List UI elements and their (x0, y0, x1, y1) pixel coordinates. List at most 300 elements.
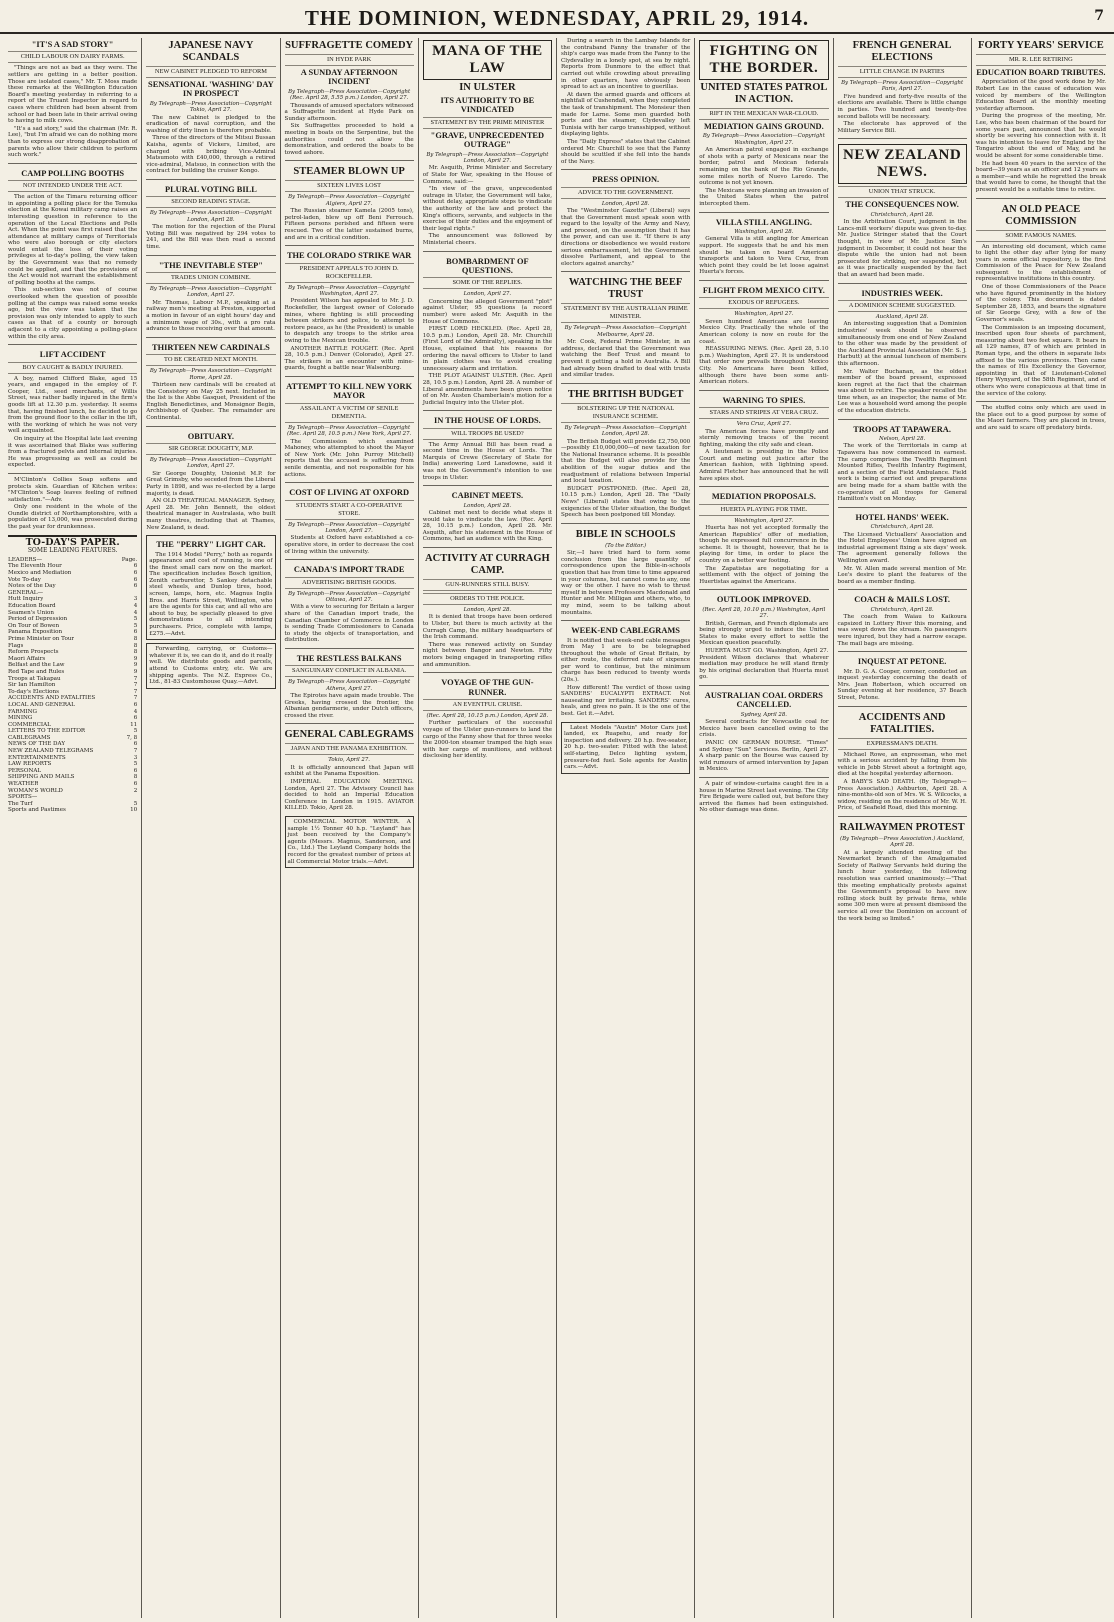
article-colorado (285, 245, 414, 372)
dateline: Tokio, April 27. (328, 757, 370, 764)
index-row (8, 788, 137, 795)
article-fighting-border (699, 40, 828, 208)
todays-paper-index (8, 535, 137, 814)
subheadline: IN HYDE PARK (285, 54, 414, 66)
index-item-page: 5 (133, 728, 138, 735)
subheadline: STARS AND STRIPES AT VERA CRUZ. (699, 407, 828, 419)
index-item-name: WEATHER (8, 781, 39, 788)
index-row (8, 610, 137, 617)
index-item-name: CABLEGRAMS (8, 734, 51, 741)
index-item-name: LOCAL AND GENERAL (8, 701, 75, 708)
index-item-name: Sports and Pastimes (8, 807, 66, 814)
paragraph: PANIC ON GERMAN BOURSE. "Times" and Sydney "Sun" Services. Berlin, April 27. A sharp panic on the Bourse was caused by wild rumours of armed intervention by Japan in Mexico. (699, 739, 829, 773)
index-row (8, 669, 137, 676)
dateline: London, April 28. (601, 200, 650, 207)
subheadline: AN EVENTFUL CRUISE. (423, 699, 552, 711)
paragraph: During the progress of the meeting, Mr. Lee, who has been chairman of the board for some years past, announced that he would shortly be severing his connection with it. It was his intention to leave for England by the Tongariro about the end of May, and he would be absent for some considerable time. (975, 113, 1106, 159)
article-villa (699, 212, 828, 276)
index-row (8, 689, 137, 696)
subheadline: CHILD LABOUR ON DAIRY FARMS. (8, 51, 137, 63)
headline: LIFT ACCIDENT (39, 350, 106, 360)
headline: IN THE HOUSE OF LORDS. (433, 416, 541, 426)
index-item-name: Maori Affairs (8, 655, 46, 662)
headline: MANA OF THE LAW (423, 40, 552, 80)
paragraph: Mr. Cook, Federal Prime Minister, in an address, declared that the Government was watching the Beef Trust and meant to prevent it getting a hold in Australia. A Bill had already been drafted to deal with trusts and similar trades. (561, 339, 691, 379)
article-spies (699, 390, 828, 483)
article-maori-farmers (976, 401, 1106, 431)
article-lift-accident (8, 344, 137, 469)
article-balkans (285, 648, 414, 720)
paragraph: There was renewed activity on Sunday night between Bangor and Newton. Fifty motors being engaged in transporting rifles and ammunition. (422, 641, 552, 668)
subheadline-2: RIFT IN THE MEXICAN WAR-CLOUD. (699, 108, 828, 120)
article-hotel-hands (838, 507, 967, 586)
headline: BOMBARDMENT OF QUESTIONS. (446, 256, 529, 275)
article-industries-week (838, 283, 967, 415)
index-item-name: Period of Depression (8, 616, 68, 623)
paragraph: Several contracts for Newcastle coal for Mexico have been cancelled owing to the crisis. (699, 719, 829, 739)
paragraph: Further particulars of the successful voyage of the Ulster gun-runners to land the cargo of the Fanny show that for three weeks the 2000-ton steamer tramped the high seas with her cargo of munitions, and without disclosing her identity. (422, 720, 552, 760)
paragraph: The Russian steamer Kamela (2005 tons), petrol-laden, blew up off Beni Ferrouch. Fifteen persons perished and fifteen were rescued. Two of the latter sustained burns, and are in a critical condition. (284, 208, 414, 241)
headline: INQUEST AT PETONE. (857, 657, 947, 667)
article-outlook (699, 589, 828, 681)
article-house-of-lords (423, 410, 552, 481)
index-item-name: To-day's Elections (8, 688, 60, 695)
subheadline: UNION THAT STRUCK. (838, 186, 967, 198)
paragraph: This sub-section was not of course overlooked when the question of possible polling at the camps was raised some weeks ago, but the view was taken that the provision was only intended to apply to such cases as that of a county or borough adjacent to a city appointing a polling-place within the city area. (8, 287, 138, 340)
dateline: By Telegraph—Press Association—Copyright London, April 27. (426, 151, 549, 165)
headline: BIBLE IN SCHOOLS (575, 528, 676, 540)
headline: VOYAGE OF THE GUN-RUNNER. (441, 678, 534, 697)
paragraph: M'Clinton's Collies Soap softens and protects skin. Guardian of Kitchen writes: "M'Clinton's Soap leaves feeling of refined satisfaction."—Adv. (8, 476, 138, 503)
paragraph: Six Suffragettes proceeded to hold a meeting in boats on the Serpentine, but the authorities could not allow the demonstration, and ordered the boats to be towed ashore. (284, 123, 414, 156)
index-item-name: On Tour of Bowen (8, 622, 60, 629)
dateline: Washington, April 27. (734, 311, 794, 318)
headline: ACCIDENTS AND FATALITIES. (858, 711, 946, 735)
index-row (8, 577, 137, 584)
headline: WEEK-END CABLEGRAMS (571, 626, 680, 636)
subheadline-2: ITS AUTHORITY TO BE VINDICATED (440, 96, 535, 115)
paragraph: FIRST LORD HECKLED. (Rec. April 28, 10.5 p.m.) London, April 28. Mr. Churchill (First Lord of the Admiralty), speaking in the House, explained that his reasons for ordering the naval officers to Ulster to land in plain clothes was to avoid creating unnecessary alarm and irritation. (422, 326, 552, 372)
subheadline: EXPRESSMAN'S DEATH. (838, 738, 967, 750)
index-row (8, 748, 137, 755)
subheadline: STUDENTS START A CO-OPERATIVE STORE. (285, 500, 414, 520)
index-item-name: NEW ZEALAND TELEGRAMS (8, 748, 94, 755)
dateline: By Telegraph—Press Association—Copyright Washington, April 27. (702, 133, 825, 146)
index-item-name: Hutt Inquiry (8, 596, 44, 603)
index-item-name: MINING (8, 715, 33, 722)
paragraph: "Things are not as bad as they were. The settlers are getting in a better position. Those are isolated cases," Mr. T. Moss made these remarks at the Wellington Education Board's meeting yesterday in referring to a report of the Truant Inspector in regard to cases where children had been absent from school or had been late in their arrival owing to having to milk cows. (8, 65, 138, 125)
article-inquest-petone (838, 651, 967, 701)
headline: RAILWAYMEN PROTEST (839, 821, 965, 833)
paragraph: At a largely attended meeting of the Newmarket branch of the Amalgamated Society of Railway Servants held during the lunch hour yesterday, the following resolution was carried unanimously:—"That this meeting emphatically protests against the Government's proposal to have new rolling stock built by private firms, while some 300 men were at present dismissed the service all over the Dominion on account of the work being so limited." (837, 849, 967, 922)
index-row (8, 702, 137, 709)
dateline: By Telegraph—Press Association—Copyright Algiers, April 27. (288, 194, 411, 207)
index-row (8, 656, 137, 663)
paragraph: Mr. D. G. A. Cooper, coroner, conducted an inquest yesterday concerning the death of Mrs. Jean Robertson, which occurred on Sunday evening at her residence, 37 Beach Street, Petone. (837, 668, 967, 701)
headline: THE COLORADO STRIKE WAR (286, 251, 412, 261)
subheadline: (To the Editor.) (605, 542, 647, 549)
paragraph: HUERTA MUST GO. Washington, April 27. President Wilson declares that whatever mediation may produce he will stand firmly by his original declaration that Huerta must go. (699, 648, 829, 681)
paragraph: The "Daily Express" states that the Cabinet ordered Mr. Churchill to see that the Fanny should be scuttled if she fell into the hands of the Navy. (561, 138, 691, 165)
paragraph: The work of the Territorials in camp at Tapawera has now commenced in earnest. The camp comprises the Twelfth Regiment Mounted Rifles, Twelfth Infantry Regiment, and a section of the Field Ambulance. Field work is being carried out and preparations are being made for a sham battle with the co-operation of all troops for General Hamilton's visit on Monday. (837, 443, 967, 503)
column-7 (834, 38, 972, 1618)
index-item-name: The Eleventh Hour (8, 563, 62, 570)
headline: "IT'S A SAD STORY" (31, 40, 114, 49)
dateline: By Telegraph—Press Association—Copyright (Rec. April 28, 5.55 p.m.) London, April 27. (288, 88, 411, 102)
index-item-name: ENTERTAINMENTS (8, 754, 66, 761)
dateline: Christchurch, April 28. (870, 524, 934, 531)
index-row (8, 715, 137, 722)
index-item-page: 2 (133, 787, 138, 794)
paragraph: Sir George Doughty, Unionist M.P. for Great Grimsby, who seceded from the Liberal Party in 1898, and was re-elected by a large majority, is dead. (146, 470, 276, 497)
paragraph: An American patrol engaged in exchange of shots with a party of Mexicans near the border, patrol and Mexican federals remaining on the bank of the Rio Grande, some miles north of Nuevo Laredo. The outcome is not yet known. (699, 147, 829, 187)
index-row (8, 563, 137, 570)
subheadline: BOY CAUGHT & BADLY INJURED. (8, 362, 137, 374)
article-plural-voting (146, 179, 275, 251)
headline: CABINET MEETS. (451, 491, 524, 501)
index-item-page: 6 (133, 583, 138, 590)
subheadline: GUN-RUNNERS STILL BUSY. (423, 579, 552, 591)
index-item-name: Sir Ian Hamilton (8, 682, 56, 689)
dateline: (Rec. April 28, 10.10 p.m.) Washington, April 27. (702, 606, 826, 620)
subheadline: JAPAN AND THE PANAMA EXHIBITION. (285, 743, 414, 755)
paragraph: AN OLD THEATRICAL MANAGER. Sydney, April 28. Mr. John Bennett, the oldest theatrical manager in Australasia, who built many theatres, including that at Thames, New Zealand, is dead. (146, 498, 276, 531)
article-sad-story (8, 40, 137, 159)
article-bible-in-schools (561, 523, 690, 616)
dateline: Nelson, April 28. (879, 436, 926, 443)
dateline: By Telegraph—Press Association—Copyright (Rec. April 28, 10.5 p.m.) New York, April 27. (287, 424, 412, 438)
index-row (8, 616, 137, 623)
index-item-name: Reform Prospects (8, 649, 59, 656)
paragraph: One of those Commissioners of the Peace who have figured prominently in the history of the colony. This document is dated September 28, 1853, and bears the signature of Sir George Grey, with a few of the Governor's seals. (975, 284, 1106, 324)
index-item-name: COMMERCIAL (8, 721, 51, 728)
advertisement-perry-car (146, 535, 275, 640)
article-ulster-continued (561, 38, 690, 165)
headline: AN OLD PEACE COMMISSION (1001, 203, 1081, 227)
paragraph: How different! The verdict of those using SANDERS' EUCALYPTI EXTRACT. Not nauseating nor irritating. SANDERS' cures, heals, and gives no pain. It is the one of the best. Get it.—Advt. (561, 684, 691, 718)
paragraph: An interesting old document, which came to light the other day after lying for many years in some official repository, is the first Commission of the Peace for New Zealand subsequent to the establishment of representative institutions in this country. (975, 243, 1106, 283)
index-item-page: 3 (133, 754, 138, 761)
paragraph: British, German, and French diplomats are being strongly urged to induce the United States to make every effort to settle the Mexican question peacefully. (699, 620, 829, 647)
headline: JAPANESE NAVY SCANDALS (168, 40, 254, 63)
paragraph: Concerning the alleged Government "plot" against Ulster, 95 questions (a record number) were asked Mr. Asquith in the House of Commons. (422, 298, 552, 325)
index-row (8, 709, 137, 716)
index-item-page: 4 (133, 609, 138, 616)
paragraph: The Mexicans were planning an invasion of the United States when the patrol intercepted them. (699, 187, 829, 207)
index-item-page: 6 (133, 781, 138, 788)
subheadline: SOME OF THE REPLIES. (423, 277, 552, 289)
headline: FRENCH GENERAL ELECTIONS (852, 40, 952, 63)
index-row (8, 781, 137, 788)
index-item-name: Seamen's Union (8, 609, 54, 616)
article-french-elections (838, 40, 967, 134)
dateline: Washington, April 27. (734, 517, 794, 524)
paragraph: Thirteen new cardinals will be created at the Consistory on May 25 next. Included in the list is the Abbe Gasquet, President of the English Benedictines, and Monsignor Begin, Archbishop of Quebec. The remainder are Continental. (146, 381, 276, 421)
subheadline: LITTLE CHANGE IN PARTIES (838, 66, 967, 78)
paragraph: REASSURING NEWS. (Rec. April 28, 5.10 p.m.) Washington, April 27. It is understood that order now prevails throughout Mexico City. No Americans have been killed, although there have been some anti-American rioters. (699, 346, 829, 386)
dateline: (By Telegraph—Press Association.) Auckland, April 28. (839, 835, 965, 849)
dateline: Christchurch, April 28. (870, 606, 934, 613)
column-2 (142, 38, 280, 1618)
index-item-page: 5 (133, 761, 138, 768)
index-item-name: Education Board (8, 603, 56, 609)
index-item-page: 11 (130, 721, 138, 728)
index-item-page: 5 (133, 616, 138, 623)
index-row (8, 570, 137, 577)
paragraph: IMPERIAL EDUCATION MEETING. London, April 27. The Advisory Council has decided to hold an Imperial Education Conference in London in 1915. AVIATOR KILLED. Tokio, April 28. (284, 779, 414, 812)
article-obituary (146, 426, 275, 532)
paragraph: The new Cabinet is pledged to the eradication of naval corruption, and the washing of dirty linen is therefore probable. (146, 114, 276, 134)
paragraph: Three of the directors of the Mitsui Bussan Kaisha, agents of Vickers, Limited, are charged with bribing Vice-Admiral Matsumoto with £40,000, through a retired vice-admiral, Matsuo, in connection with the contract for building the cruiser Kongo. (146, 135, 276, 175)
index-item-name: Mexico and Mediation (8, 570, 72, 577)
headline: HOTEL HANDS' WEEK. (855, 512, 949, 522)
paragraph: Mr. Walter Buchanan, as the oldest member of the board present, expressed keen regret at the fact that the chairman was about to retire. The speaker recalled the time when, as an inspector, the name of Mr. Lee was a household word among the people of the education districts. (837, 368, 967, 415)
index-row (8, 695, 137, 702)
index-item-page: 6 (133, 576, 138, 583)
index-item-page: 7 (133, 748, 138, 755)
headline: COST OF LIVING AT OXFORD (289, 488, 409, 498)
article-short-items (8, 473, 137, 531)
index-item-page: 5 (133, 622, 138, 629)
article-suffragette (285, 40, 414, 156)
index-item-name: The Turf (8, 800, 33, 807)
paragraph: The action of the Timaru returning officer in appointing a polling place for the Temuka election at the Kowai military camp raises an interesting question in reference to the operation of the Local Elections and Polls Act. When the point was first raised that the attendance at military camps of Territorials who were also borough or city electors would entail the loss of their voting privileges at to-day's polling, the view taken by the Government was that no remedy could be applied, and that the provisions of the Act would not warrant the establishment of polling booths at the camps. (8, 194, 138, 286)
article-canada (285, 559, 414, 644)
paragraph: He had been 40 years in the service of the board—39 years as an officer and 12 years as a member—and while he regretted the break that would have to come, he thought that the present would be a suitable time to retire. (975, 160, 1106, 193)
dateline: By Telegraph—Press Association—Copyright London, April 27. (149, 456, 272, 470)
ad-text: Latest Models "Austin" Motor Cars just landed, ex Ruapehu, and ready for inspection and delivery. 20 h.p. five-seater, 20 h.p. two-seater. Fitted with the latest self-starting, Delco lighting system, pressure-fed fuel. Sole agents for Austin cars.—Advt. (564, 724, 688, 771)
article-inevitable-step (146, 255, 275, 333)
headline: AUSTRALIAN COAL ORDERS CANCELLED. (704, 690, 823, 710)
index-item-name: Belfast and the Law (8, 662, 65, 669)
headline: NEW ZEALAND NEWS. (838, 144, 967, 184)
paragraph: The American forces have promptly and sternly removing traces of the recent fighting, making the city safe and clean. (699, 428, 829, 448)
index-row (8, 801, 137, 808)
index-item-page: 8 (133, 642, 138, 649)
headline: "THE INEVITABLE STEP" (158, 260, 263, 270)
paragraph: It is denied that troops have been ordered to Ulster, but there is much activity at the Curragh Camp, the military headquarters of the Irish command. (422, 614, 552, 641)
index-item-page: 10 (130, 807, 138, 814)
advertisement-express-co (146, 643, 275, 689)
paragraph: The announcement was followed by Ministerial cheers. (422, 233, 552, 246)
article-steamer (285, 160, 414, 241)
ad-headline: THE "PERRY" LIGHT CAR. (156, 540, 266, 550)
index-item-name: FARMING (8, 708, 37, 715)
headline: MEDIATION PROPOSALS. (711, 492, 816, 502)
headline: TROOPS AT TAPAWERA. (853, 424, 951, 434)
subheadline: SECOND READING STAGE. (146, 196, 275, 208)
article-new-york-mayor (285, 376, 414, 478)
column-1 (4, 38, 142, 1618)
index-item-page: 5 (133, 800, 138, 807)
paragraph: The Commission which examined Mahoney, who attempted to shoot the Mayor of New York (Mr. John Purroy Mitchell) reports that the accused is suffering from senile dementia, and not responsible for his actions. (284, 438, 414, 478)
paragraph: "In view of the grave, unprecedented outrage in Ulster, the Government will take, without delay, appropriate steps to vindicate the authority of the law and protect the King's officers, servants, and subjects in the exercise of their duties and the enjoyment of their legal rights." (422, 186, 552, 232)
index-row (8, 676, 137, 683)
headline: WATCHING THE BEEF TRUST (568, 277, 683, 301)
subheadline: SIXTEEN LIVES LOST (285, 180, 414, 192)
index-item-name: LAW REPORTS (8, 761, 52, 768)
article-accidents (838, 706, 967, 812)
headline: ATTEMPT TO KILL NEW YORK MAYOR (286, 381, 413, 401)
index-item-page: 7, 8 (126, 734, 138, 741)
paragraph: Cabinet met next to decide what steps it would take to vindicate the law. (Rec. April 28, 10.15 p.m.) London, April 28. Mr. Asquith, after his statement in the House of Commons, had an audience with the King. (422, 510, 552, 543)
article-oxford (285, 482, 414, 555)
subheadline: NEW CABINET PLEDGED TO REFORM (146, 66, 275, 78)
index-item-page: 6 (133, 741, 138, 748)
index-row (8, 636, 137, 643)
paragraph: The British Budget will provide £2,750,000—possibly £10,000,000—of new taxation for the National Insurance scheme. It is possible that the Budget will also provide for the abolition of the sugar duties and the readjustment of relations between Imperial and local taxation. (561, 438, 691, 485)
subheadline: TRADES UNION COMBINE. (146, 272, 275, 284)
index-item-page: 4 (133, 708, 138, 715)
paragraph: Mr. Asquith, Prime Minister and Secretary of State for War, speaking in the House of Commons, said:— (422, 165, 552, 185)
dateline: Washington, April 28. (734, 228, 794, 235)
index-item-name: Red Tape and Rules (8, 668, 65, 675)
advertisement-austin (561, 722, 690, 774)
index-item-name: Vote To-day (8, 576, 41, 583)
column-8 (972, 38, 1110, 1618)
column-3 (281, 38, 419, 1618)
paragraph: Five hundred and forty-five results of the elections are available. There is little change in parties. Two hundred and twenty-five second ballots will be necessary. (837, 93, 967, 120)
newspaper-title: THE DOMINION, WEDNESDAY, APRIL 29, 1914. (304, 6, 810, 30)
index-item-name: LETTERS TO THE EDITOR (8, 728, 86, 735)
index-row (8, 741, 137, 748)
index-row (8, 643, 137, 650)
index-row (8, 794, 137, 801)
index-row (8, 623, 137, 630)
index-item-name: SPORTS— (8, 794, 38, 801)
subheadline-2: A SUNDAY AFTERNOON INCIDENT (300, 68, 398, 87)
index-row (8, 722, 137, 729)
subheadline: BOLSTERING UP THE NATIONAL INSURANCE SCHEME. (561, 403, 690, 423)
subheadline: HUERTA PLAYING FOR TIME. (699, 504, 828, 516)
dateline: Sydney, April 28. (740, 711, 787, 718)
index-item-page: 7 (133, 695, 138, 702)
paragraph: Mr. W. Allen made several mention of Mr. Lee's desire to plant the features of the board as a member finding. (837, 565, 967, 585)
index-item-page: 7 (133, 682, 138, 689)
article-gun-runner (423, 672, 552, 760)
paragraph: On inquiry at the Hospital late last evening it was ascertained that Blake was suffering from a fractured pelvis and internal injuries. He was progressing as well as could be expected. (8, 435, 138, 469)
paragraph: Appreciation of the good work done by Mr. Robert Lee in the cause of education was voiced by members of the Wellington Education Board at the monthly meeting yesterday afternoon. (975, 79, 1106, 112)
headline: SUFFRAGETTE COMEDY (285, 40, 414, 51)
column-4 (419, 38, 557, 1618)
paragraph: The motion for the rejection of the Plural Voting Bill was negatived by 294 votes to 241, and the Bill was then read a second time. (146, 224, 276, 250)
subheadline: IN ULSTER (459, 82, 516, 93)
index-item-page: 6 (133, 570, 138, 577)
index-item-page: 7 (133, 675, 138, 682)
paragraph: BUDGET POSTPONED. (Rec. April 28, 10.15 p.m.) London, April 28. The "Daily News" (Liberal) states that owing to the exigencies of the Ulster situation, the Budget Speech has been postponed till Monday. (561, 485, 691, 519)
dateline: By Telegraph—Press Association—Copyright Melbourne, April 28. (564, 325, 687, 338)
index-item-name: Troops at Takapau (8, 675, 61, 682)
index-row (8, 596, 137, 603)
index-item-name: WOMAN'S WORLD (8, 787, 63, 794)
subheadline-2: ORDERS TO THE POLICE. (423, 593, 552, 605)
paragraph: The "Westminster Gazette" (Liberal) says that the Government must speak soon with regard to the loyalty of the Army and Navy, and proceed, on the assumption that it has the power, and can use it. "If there is any directions or disobedience we would restore serious embarrassment, let the Government dissolve Parliament, and appeal to the electors against anarchy." (561, 208, 691, 267)
masthead (0, 0, 1114, 34)
index-item-name: LEADERS— (8, 556, 43, 563)
index-row (8, 662, 137, 669)
dateline: By Telegraph—Press Association—Copyright Paris, April 27. (841, 80, 964, 93)
article-camp-polling-booths (8, 163, 137, 340)
paragraph: Seven hundred Americans are leaving Mexico City. Practically the whole of the American colony is now en route for the coast. (699, 318, 829, 345)
index-item-name: Panama Exposition (8, 629, 63, 636)
subheadline-2: EDUCATION BOARD TRIBUTES. (976, 68, 1106, 77)
paragraph: It is notified that week-end cable messages from May 1 are to be telegraphed throughout the whole of Great Britain, by either route, the deferred rate of sixpence per word to continue, but the minimum charge has been reduced to twenty words (20s.). (561, 637, 691, 684)
subheadline: SANGUINARY CONFLICT IN ALBANIA. (285, 665, 414, 677)
subheadline: PRESIDENT APPEALS TO JOHN D. ROCKEFELLER. (285, 263, 414, 283)
paragraph: The Epirotes have again made trouble. The Greeks, having crossed the frontier, the Albanian gendarmerie, under Dutch officers, crossed the river. (284, 693, 414, 719)
index-row (8, 629, 137, 636)
headline: STEAMER BLOWN UP (293, 166, 405, 178)
dateline: Christchurch, April 28. (870, 211, 934, 218)
index-item-name: GENERAL— (8, 589, 44, 596)
dateline: Vera Cruz, April 27. (736, 421, 791, 428)
ad-text: The 1914 Model "Perry," both as regards appearance and cost of running, is one of the finest small cars now on the market. The specification includes Bosch ignition, Zenith carburettor, 5 Sankey detachable steel wheels, and Dunlop tires, hood, screen, lamps, horn, etc. Magnus Inglis Bros. and Harris Street, Wellington, who are the agents for this car, and all who are about to buy, be specially pleased to give demonstrations to all intending purchasers. Price, complete with lamps, £275.—Advt. (149, 551, 273, 637)
index-item-page: 9 (133, 668, 138, 675)
subheadline: SIR GEORGE DOUGHTY, M.P. (146, 443, 275, 455)
headline: PRESS OPINION. (592, 175, 660, 185)
index-row (8, 603, 137, 610)
index-item-page: 8 (133, 635, 138, 642)
index-item-page: 9 (133, 662, 138, 669)
paragraph: Michael Rowe, an expressman, who met with a serious accident by falling from his vehicle in Jebb Street about a fortnight ago, died at the hospital yesterday afternoon. (837, 751, 967, 778)
headline: FLIGHT FROM MEXICO CITY. (702, 285, 825, 295)
headline: INDUSTRIES WEEK. (861, 288, 943, 298)
index-item-name: Flags (8, 642, 24, 649)
paragraph: Thousands of amused spectators witnessed a Suffragette incident at Hyde Park on Sunday afternoon. (284, 102, 414, 122)
index-item-page: 6 (133, 629, 138, 636)
article-coach-mails (838, 589, 967, 647)
index-list (8, 557, 137, 814)
index-row (8, 557, 137, 564)
index-item-page: 6 (133, 563, 138, 570)
paragraph: An interesting suggestion that a Dominion industries' week should be observed simultaneously from one end of New Zealand to the other was made by the president of the Auckland Provincial Association (Mr. S. J. Harbutt) at the annual luncheon of members this afternoon. (837, 321, 967, 367)
article-bombardment (423, 251, 552, 407)
index-item-page: Page. (121, 556, 138, 563)
article-cabinet-meets (423, 485, 552, 543)
paragraph: Sir,—I have tried hard to form some conclusion from the large quantity of correspondence upon the Bible-in-schools question that has from time to time appeared in your columns, but cannot come to any, one way or the other. I have no wish to thrust myself in between Professors Macdonald and Hunter and Mr. Milligan and others, who, to my mind, seem to be talking about mountains. (561, 550, 691, 616)
paragraph: Only one resident in the whole of the Oundle district of Northamptonshire, with a population of 13,000, was prosecuted during the past year for drunkenness. (8, 504, 138, 531)
dateline: London, April 28. (463, 502, 512, 509)
index-row (8, 728, 137, 735)
paragraph: A boy, named Clifford Blake, aged 15 years, and engaged in the employ of F. Cooper, Ltd., seed merchants, of Willis Street, was rather badly injured in the firm's goods lift at 12.30 p.m. yesterday. It seems that, having finished lunch, he decided to go from the ground floor to the cellar in the lift, with the working of which he was not very well acquainted. (8, 375, 138, 435)
headline: THE BRITISH BUDGET (567, 388, 684, 400)
headline: PLURAL VOTING BILL (164, 184, 257, 194)
dateline: London, April 27. (463, 291, 512, 298)
index-row (8, 755, 137, 762)
article-curragh-camp (423, 547, 552, 668)
subheadline: NOT INTENDED UNDER THE ACT. (8, 180, 137, 192)
headline: THE RESTLESS BALKANS (296, 653, 402, 663)
subheadline-3: STATEMENT BY THE PRIME MINISTER (423, 117, 552, 129)
paragraph: A pair of window-curtains caught fire in a house in Marine Street last evening. The City Fire Brigade were called out, but before they arrived the flames had been extinguished. No other damage was done. (699, 780, 829, 814)
dateline: By Telegraph—Press Association—Copyright Washington, April 27. (288, 284, 411, 297)
dateline: By Telegraph—Press Association—Copyright London, April 27. (149, 285, 272, 299)
index-item-page: 6 (133, 715, 138, 722)
ad-text: Forwarding, carrying, or Customs—whatever it is, we can do it, and do it really well. We distribute goods and parcels, attend to Customs entry, etc. We are shipping agents. The N.Z. Express Co., Ltd., 81-83 Customhouse Quay.—Advt. (149, 646, 273, 686)
index-row (8, 735, 137, 742)
article-nz-news (838, 138, 967, 278)
index-row (8, 682, 137, 689)
paragraph: During a search in the Lambay Islands for the contraband Fanny the transfer of the ship's cargo was made from the Fanny to the Clydevalley in a lonely spot, at sea by night. Reports from Dunmore to the effect that carried out while crowding about prevailing in other quarters, have obviously been spread to act as an incentive to guerillas. (561, 38, 691, 91)
subheadline: A DOMINION SCHEME SUGGESTED. (838, 300, 967, 312)
subheadline-4: "GRAVE, UNPRECEDENTED OUTRAGE" (430, 130, 545, 150)
ad-text: COMMERCIAL MOTOR WINTER. A sample 1½ Tonner 40 h.p. "Leyland" has just been received by the Company's agents (Messrs. Magnus, Sanderson, and Co., Ltd.) The Leyland Company holds the record for the greatest number of prizes at all Commercial Motor trials.—Advt. (287, 819, 411, 865)
dateline: By Telegraph—Press Association—Copyright Tokio, April 27. (149, 100, 272, 114)
headline: CAMP POLLING BOOTHS (21, 168, 125, 178)
column-5 (557, 38, 695, 1618)
headline: GENERAL CABLEGRAMS (284, 729, 414, 741)
paragraph: The Licensed Victuallers' Association and the Hotel Employees' Union have signed an industrial agreement fixing a six days' week. The agreement generally follows the Wellington award. (837, 531, 967, 564)
